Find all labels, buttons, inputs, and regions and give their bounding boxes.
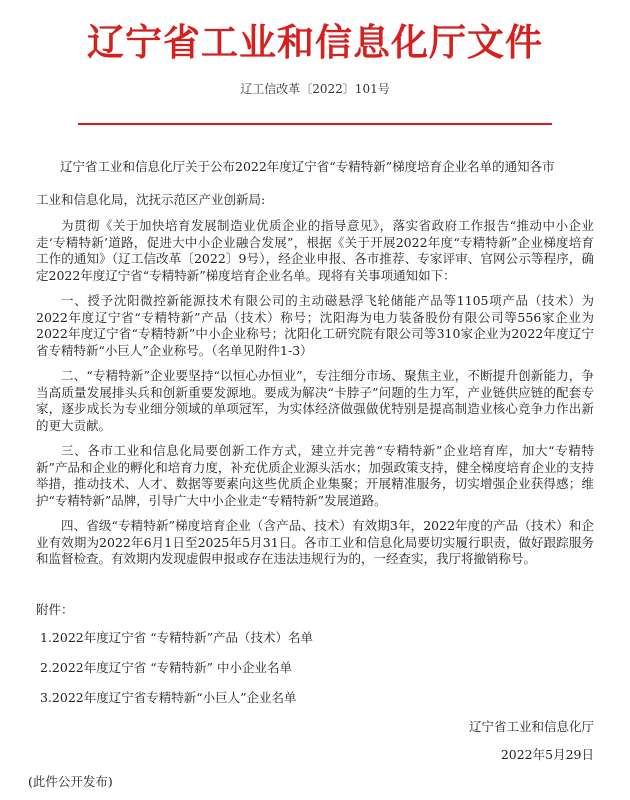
signature-organization: 辽宁省工业和信息化厅 [468,719,594,734]
body-paragraph-intro: 为贯彻《关于加快培育发展制造业优质企业的指导意见》，落实省政府工作报告“推动中小企业走‘专精特新’道路，促进大中小企业融合发展”，根据《关于开展2022年度“专精特新”企业梯度培育工作的通知》（辽工信改革〔2022〕9号），经企业申报、各市推荐、专家评审、官网公示等程序，确定2022年度辽宁省“专精特新”梯度培育企业名单。现将有关事项通知如下： [36,218,594,283]
document-number: 辽工信改革〔2022〕101号 [240,82,390,96]
header-red-divider [78,123,552,125]
body-paragraph-3: 三、各市工业和信息化局要创新工作方式，建立并完善“专精特新”企业培育库，加大“专精特新”产品和企业的孵化和培育力度，补充优质企业源头活水；加强政策支持，健全梯度培育企业的支持举措，推动技术、人才、数据等要素向这些优质企业集聚；开展精准服务，切实增强企业获得感；维护“专精特新”品牌，引导广大中小企业走“专精特新”发展道路。 [36,443,594,508]
signature-date: 2022年5月29日 [500,747,594,762]
body-paragraph-4: 四、省级“专精特新”梯度培育企业（含产品、技术）有效期3年，2022年度的产品（技术）和企业有效期为2022年6月1日至2025年5月31日。各市工业和信息化局要切实履行职责，做好跟踪服务和监督检查。有效期内发现虚假申报或存在违法违规行为的，一经查实，我厅将撤销称号。 [36,518,594,566]
addressee: 工业和信息化局，沈抚示范区产业创新局: [36,192,266,207]
body-paragraph-1: 一、授予沈阳微控新能源技术有限公司的主动磁悬浮飞轮储能产品等1105项产品（技术）为2022年度辽宁省“专精特新”产品（技术）称号；沈阳海为电力装备股份有限公司等556家企业为2022年度辽宁省“专精特新”中小企业称号；沈阳化工研究院有限公司等310家企业为2022年度辽宁省专精特新“小巨人”企业称号。（名单见附件1-3） [36,293,594,358]
attachment-item[interactable]: 1.2022年度辽宁省 “专精特新”产品（技术）名单 [40,630,313,645]
body-paragraph-2: 二、“专精特新”企业要坚持“以恒心办恒业”，专注细分市场、聚焦主业，不断提升创新能力，争当高质量发展排头兵和创新重要发源地。要成为解决“卡脖子”问题的生力军，产业链供应链的配套专家，逐步成长为专业细分领域的单项冠军，为实体经济做强做优特别是提高制造业核心竞争力作出新的更大贡献。 [36,368,594,433]
disclosure-note: (此件公开发布) [28,774,113,789]
attachment-item[interactable]: 3.2022年度辽宁省专精特新“小巨人”企业名单 [40,690,297,705]
attachments-label: 附件： [36,602,74,617]
notice-title: 辽宁省工业和信息化厅关于公布2022年度辽宁省“专精特新”梯度培育企业名单的通知各市 [60,159,555,174]
attachment-item[interactable]: 2.2022年度辽宁省 “专精特新” 中小企业名单 [40,660,292,675]
document-header-title: 辽宁省工业和信息化厅文件 [87,21,543,64]
